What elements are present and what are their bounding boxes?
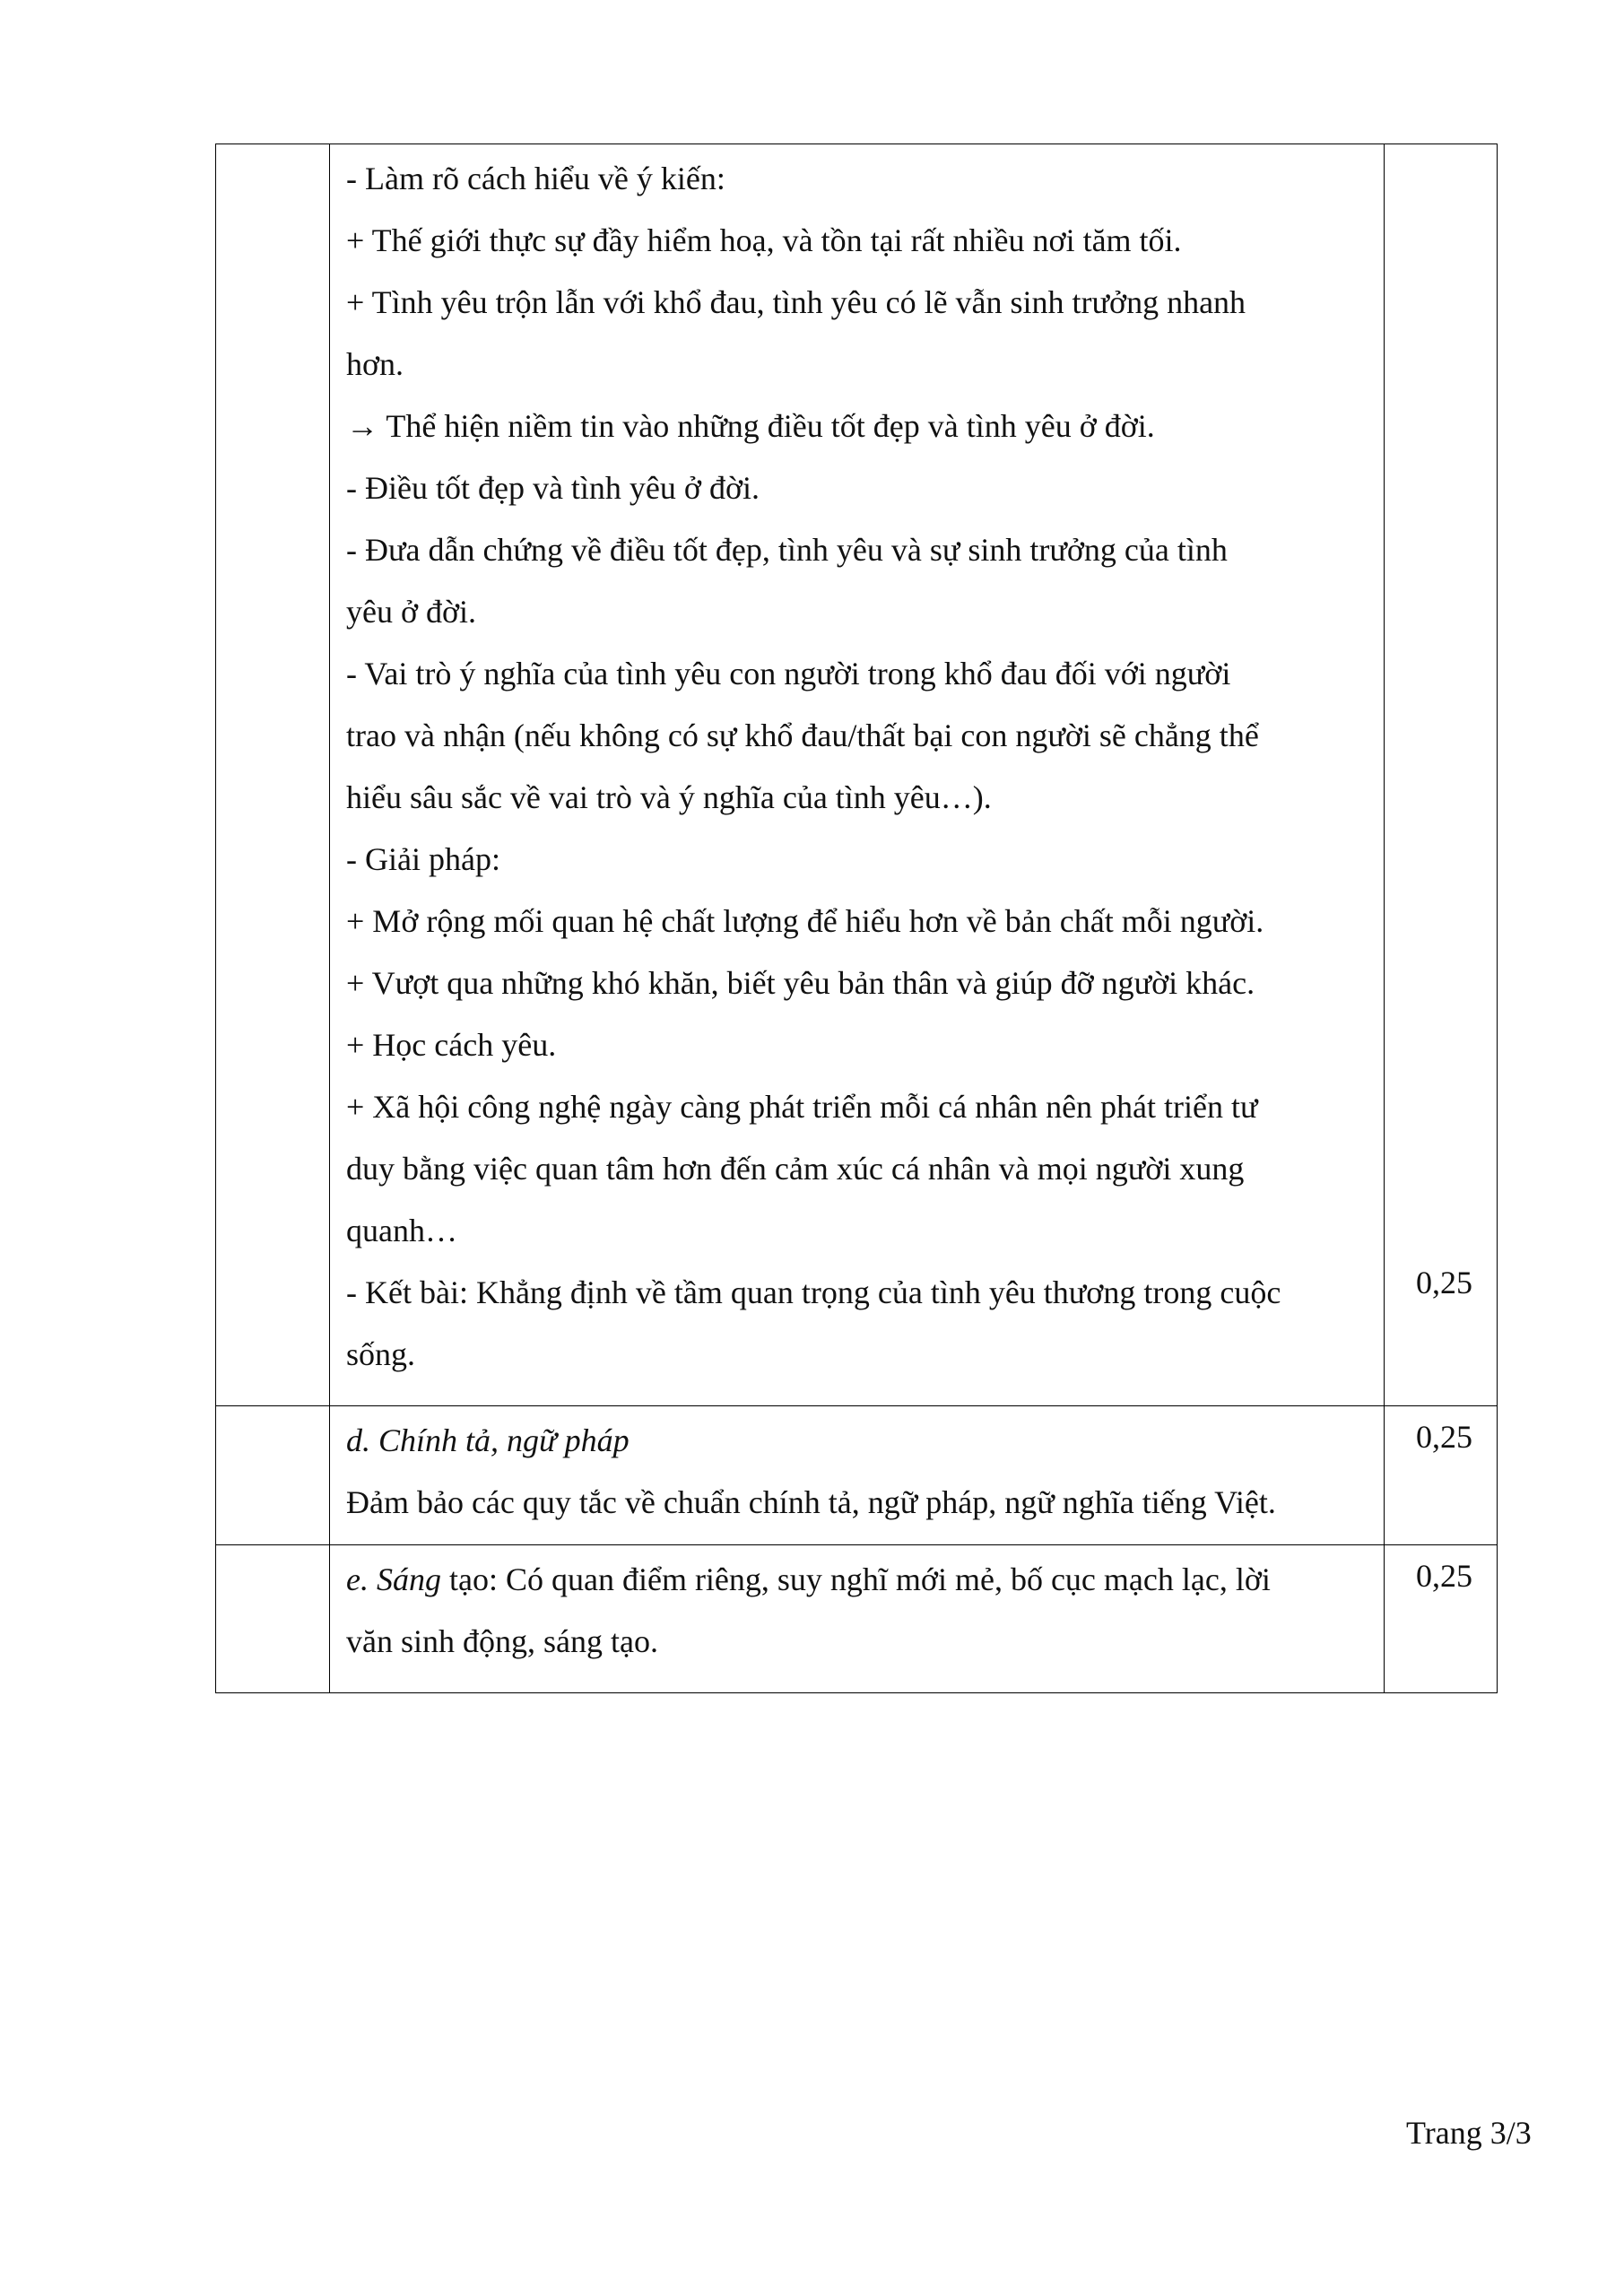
content-line: sống. [346,1336,416,1372]
content-line: - Điều tốt đẹp và tình yêu ở đời. [346,470,760,506]
creativity-line-1 [346,1549,1371,1611]
content-line: + Xã hội công nghệ ngày càng phát triển mỗi cá nhân nên phát triển tư [346,1089,1258,1125]
content-line: yêu ở đời. [346,594,477,630]
content-line: + Vượt qua những khó khăn, biết yêu bản thân và giúp đỡ người khác. [346,965,1255,1001]
grading-table [215,144,1498,1693]
content-line: - Đưa dẫn chứng về điều tốt đẹp, tình yêu và sự sinh trưởng của tình [346,532,1228,568]
creativity-line-2: văn sinh động, sáng tạo. [346,1623,658,1659]
table-row-main [216,144,1498,1406]
content-line: - Kết bài: Khẳng định về tầm quan trọng của tình yêu thương trong cuộc [346,1274,1281,1310]
content-line: - Vai trò ý nghĩa của tình yêu con người trong khổ đau đối với người [346,656,1231,691]
content-line: duy bằng việc quan tâm hơn đến cảm xúc cá nhân và mọi người xung [346,1151,1245,1187]
creativity-content-cell [330,1545,1385,1693]
spelling-score: 0,25 [1416,1419,1472,1455]
content-line: + Mở rộng mối quan hệ chất lượng để hiểu hơn về bản chất mỗi người. [346,903,1264,939]
content-line: hơn. [346,346,404,382]
main-score: 0,25 [1416,1265,1472,1300]
empty-left-cell [216,1406,330,1545]
table-row-creativity [216,1545,1498,1693]
table-row-spelling [216,1406,1498,1545]
page-number: Trang 3/3 [1406,2115,1532,2151]
content-line: + Tình yêu trộn lẫn với khổ đau, tình yêu có lẽ vẫn sinh trưởng nhanh [346,284,1246,320]
spelling-text: Đảm bảo các quy tắc về chuẩn chính tả, ngữ pháp, ngữ nghĩa tiếng Việt. [346,1484,1276,1520]
content-line: trao và nhận (nếu không có sự khổ đau/thất bại con người sẽ chẳng thể [346,718,1259,753]
spelling-content-cell [330,1406,1385,1545]
content-line: - Giải pháp: [346,841,500,877]
main-score-cell [1385,144,1498,1406]
content-line: - Làm rõ cách hiểu về ý kiến: [346,161,725,196]
content-line: hiểu sâu sắc về vai trò và ý nghĩa của tình yêu…). [346,779,992,815]
creativity-score: 0,25 [1416,1558,1472,1594]
creativity-title: e. Sáng [346,1561,441,1597]
spelling-title: d. Chính tả, ngữ pháp [346,1422,630,1458]
content-line: → Thể hiện niềm tin vào những điều tốt đẹp và tình yêu ở đời. [346,408,1155,444]
content-line: quanh… [346,1213,457,1248]
spelling-score-cell [1385,1406,1498,1545]
main-content-cell [330,144,1385,1406]
empty-left-cell [216,1545,330,1693]
empty-left-cell [216,144,330,1406]
content-line: + Thế giới thực sự đầy hiểm hoạ, và tồn tại rất nhiều nơi tăm tối. [346,222,1182,258]
content-line: + Học cách yêu. [346,1027,557,1063]
creativity-text: tạo: Có quan điểm riêng, suy nghĩ mới mẻ, bố cục mạch lạc, lời [440,1561,1271,1597]
creativity-score-cell [1385,1545,1498,1693]
